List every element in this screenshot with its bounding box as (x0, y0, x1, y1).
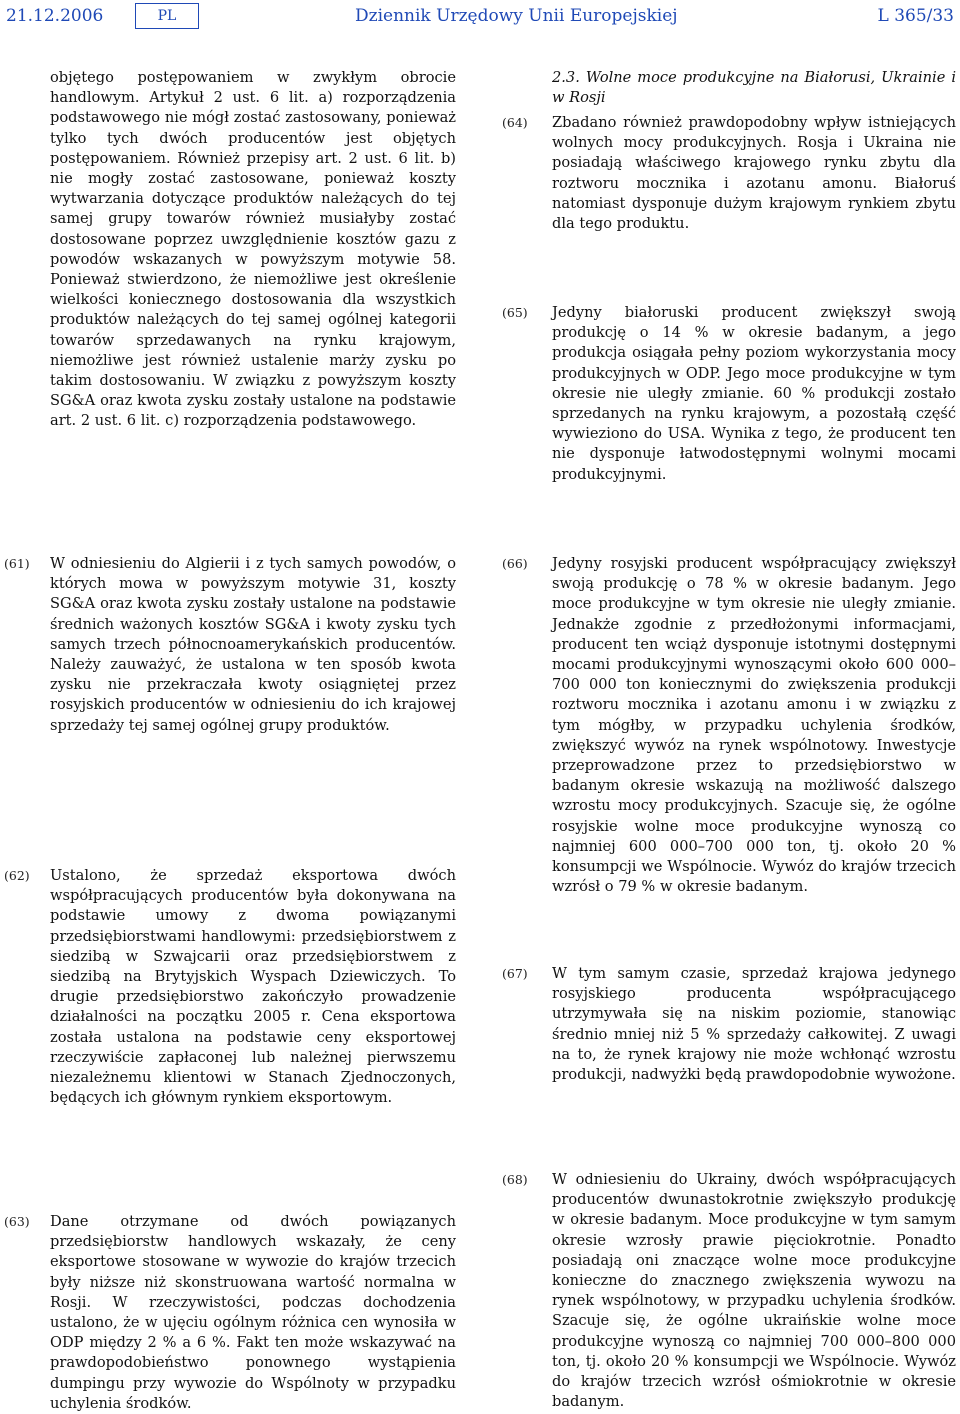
paragraph-text: W tym samym czasie, sprzedaż krajowa jedynego rosyjskiego producenta współpracującego utrzymywała się na niskim poziomie, stanowiąc średnio mniej niż 5 % sprzedaży całkowitej. Z uwagi na to, że rynek krajowy nie może wchłonąć wzrostu produkcji, nadwyżki będą prawdopodobnie wywożone. (552, 965, 956, 1084)
paragraph-text: Jedyny białoruski producent zwiększył swoją produkcję o 14 % w okresie badanym, a jego produkcja osiągała pełny poziom wykorzystania mocy produkcyjnych w ODP. Jego moce produkcyjne w tym okresie nie uległy zmianie. 60 % produkcji zostało sprzedanych na rynku krajowym, a pozostałą część wywieziono do USA. Wynika z tego, że producent ten nie dysponuje łatwodostępnymi wolnymi mocami produkcyjnymi. (552, 304, 956, 483)
paragraph-text: Dane otrzymane od dwóch powiązanych przedsiębiorstw handlowych wskazały, że ceny eksportowe stosowane w wywozie do krajów trzecich były niższe niż skonstruowana wartość normalna w Rosji. W rzeczywistości, podczas dochodzenia ustalono, że w ujęciu ogólnym różnica cen wynosiła w ODP między 2 % a 6 %. Fakt ten może wskazywać na prawdopodobieństwo ponownego wystąpienia dumpingu przy wywozie do Wspólnoty w przypadku uchylenia środków. (50, 1213, 456, 1412)
paragraph-number: (62) (4, 868, 30, 883)
paragraph-text: W odniesieniu do Ukrainy, dwóch współpracujących producentów dwunastokrotnie zwiększyło produkcję w okresie badanym. Moce produkcyjne w tym samym okresie wzrosły prawie pięciokrotnie. Ponadto posiadają oni znaczące wolne moce produkcyjne konieczne do znacznego zwiększenia wywozu na rynek wspólnotowy, w przypadku uchylenia środków. Szacuje się, że ogólne ukraińskie wolne moce produkcyjne wynoszą co najmniej 700 000–800 000 ton, tj. około 20 % konsumpcji we Wspólnocie. Wywóz do krajów trzecich wzrósł ośmiokrotnie w okresie badanym. (552, 1171, 956, 1411)
paragraph-number: (68) (502, 1172, 528, 1187)
paragraph-number: (64) (502, 115, 528, 130)
page-reference: L 365/33 (877, 6, 954, 26)
paragraph-number: (65) (502, 305, 528, 320)
paragraph-text: W odniesieniu do Algierii i z tych samych powodów, o których mowa w powyższym motywie 31, koszty SG&A oraz kwota zysku zostały ustalone na podstawie średnich ważonych kosztów SG&A i kwoty zysku tych samych trzech północnoamerykańskich producentów. Należy zauważyć, że ustalona w ten sposób kwota zysku nie przekraczała kwoty osiągniętej przez rosyjskich producentów w odniesieniu do ich krajowej sprzedaży tej samej ogólnej grupy produktów. (50, 555, 456, 734)
page-header (0, 0, 960, 40)
header-date: 21.12.2006 (6, 6, 104, 26)
paragraph-number: (67) (502, 966, 528, 981)
paragraph-text: Ustalono, że sprzedaż eksportowa dwóch współpracujących producentów była dokonywana na podstawie umowy z dwoma powiązanymi przedsiębiorstwami handlowymi: przedsiębiorstwem z siedzibą w Szwajcarii oraz przedsiębiorstwem z siedzibą na Brytyjskich Wyspach Dziewiczych. To drugie przedsiębiorstwo zakończyło prowadzenie działalności na początku 2005 r. Cena eksportowa została ustalona na podstawie ceny eksportowej rzeczywiście zapłaconej lub należnej pierwszemu niezależnemu klientowi w Stanach Zjednoczonych, będących ich głównym rynkiem eksportowym. (50, 867, 456, 1107)
paragraph-number: (63) (4, 1214, 30, 1229)
section-heading: 2.3. Wolne moce produkcyjne na Białorusi, Ukrainie i w Rosji (552, 69, 956, 107)
paragraph-text: Jedyny rosyjski producent współpracujący zwiększył swoją produkcję o 78 % w okresie badanym. Jego moce produkcyjne w tym okresie nie uległy zmianie. Jednakże zgodnie z przedłożonymi informacjami, producent ten wciąż dysponuje istotnymi dostępnymi mocami produkcyjnymi wynoszącymi około 600 000–700 000 ton koniecznymi do zwiększenia produkcji roztworu mocznika i azotanu amonu i w związku z tym mógłby, w przypadku uchylenia środków, zwiększyć wywóz na rynek wspólnotowy. Inwestycje przeprowadzone przez to przedsiębiorstwo w badanym okresie wskazują na możliwość dalszego wzrostu mocy produkcyjnych. Szacuje się, że ogólne rosyjskie wolne moce produkcyjne wynoszą co najmniej 600 000–700 000 ton, tj. około 20 % konsumpcji we Wspólnocie. Wywóz do krajów trzecich wzrósł o 79 % w okresie badanym. (552, 555, 956, 896)
continuation-text: objętego postępowaniem w zwykłym obrocie handlowym. Artykuł 2 ust. 6 lit. a) rozporządzenia podstawowego nie mógł zostać zastosowany, ponieważ tylko tych dwóch producentów jest objętych postępowaniem. Również przepisy art. 2 ust. 6 lit. b) nie mogły zostać zastosowane, ponieważ koszty wytwarzania dotyczące produktów należących do tej samej grupy towarów również musiałyby zostać dostosowane poprzez uwzględnienie kosztów gazu z powodów wskazanych w powyższym motywie 58. Ponieważ stwierdzono, że niemożliwe jest określenie wielkości koniecznego dostosowania dla wszystkich produktów należących do tej samej ogólnej kategorii towarów sprzedawanych na rynku krajowym, niemożliwe jest również ustalenie marży zysku po takim dostosowaniu. W związku z powyższym koszty SG&A oraz kwota zysku zostały ustalone na podstawie art. 2 ust. 6 lit. c) rozporządzenia podstawowego. (50, 69, 456, 430)
paragraph-number: (61) (4, 556, 30, 571)
language-badge: PL (135, 3, 199, 29)
paragraph-number: (66) (502, 556, 528, 571)
paragraph-text: Zbadano również prawdopodobny wpływ istniejących wolnych mocy produkcyjnych. Rosja i Ukraina nie posiadają właściwego krajowego rynku zbytu dla roztworu mocznika i azotanu amonu. Białoruś natomiast dysponuje dużym krajowym rynkiem zbytu dla tego produktu. (552, 114, 956, 233)
journal-title: Dziennik Urzędowy Unii Europejskiej (355, 6, 678, 26)
